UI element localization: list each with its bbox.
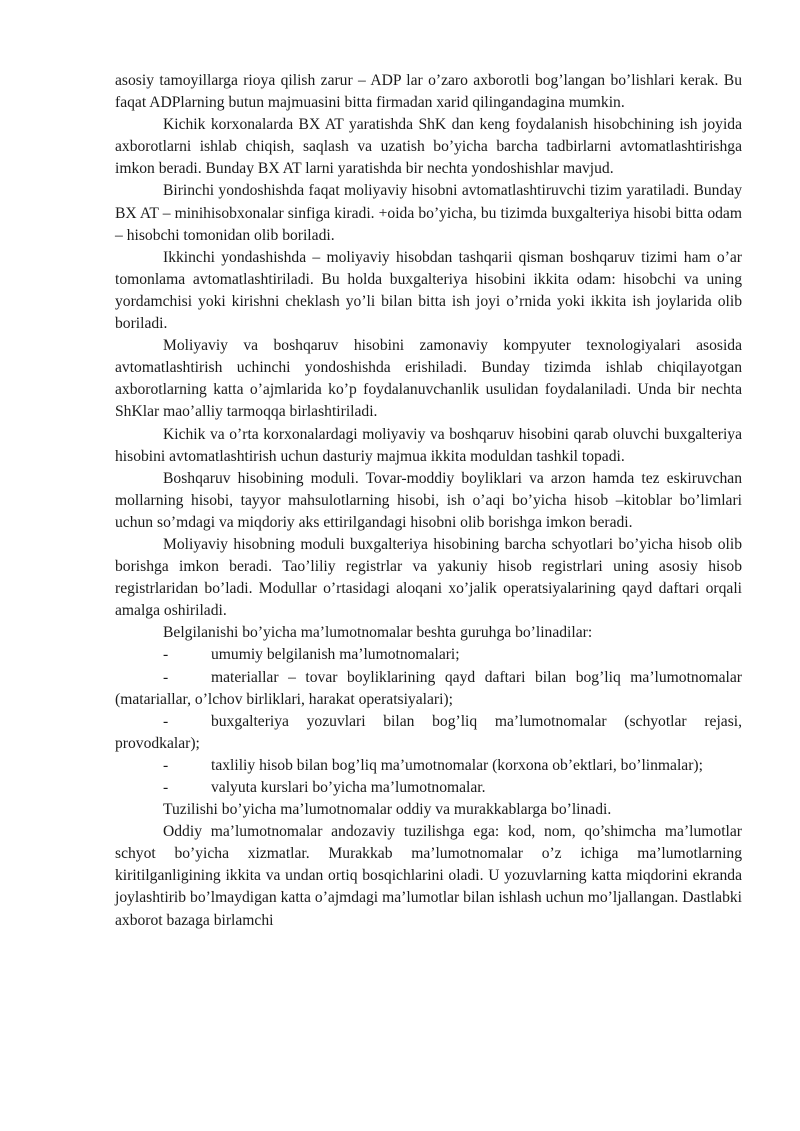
list-item — [115, 711, 742, 755]
paragraph-reference-groups: Belgilanishi bo’yicha ma’lumotnomalar beshta guruhga bo’linadilar: — [163, 624, 593, 642]
paragraph-structure: Tuzilishi bo’yicha ma’lumotnomalar oddiy va murakkablarga bo’linadi. — [163, 801, 612, 819]
list-item-text: valyuta kurslari bo’yicha ma’lumotnomalar. — [211, 779, 486, 796]
list-item-text: taxliliy hisob bilan bog’liq ma’umotnomalar (korxona ob’ektlari, bo’linmalar); — [211, 756, 703, 774]
paragraph-simple-references: Oddiy ma’lumotnomalar andozaviy tuzilishga ega: kod, nom, qo’shimcha ma’lumotlar schyot bo’yicha xizmatlar. Murakkab ma’lumotnomalar o’z ichiga ma’lumotlarning kiritilganligining ikkita va undan ortiq bosqichlarini oladi. U yozuvlarning katta miqdorini ekranda joylashtirib bo’lmaydigan katta o’ajmdagi ma’lumotlar bilan ishlash uchun mo’ljallangan. Dastlabki axborot bazaga birlamchi — [115, 823, 742, 929]
list-marker: - — [163, 779, 169, 796]
list-item-text: buxgalteriya yozuvlari bilan bog’liq ma’lumotnomalar (schyotlar rejasi, provodkalar); — [115, 712, 742, 752]
paragraph-first-approach: Birinchi yondoshishda faqat moliyaviy hisobni avtomatlashtiruvchi tizim yaratiladi. Bunday BX AT – minihisobxonalar sinfiga kiradi. +oida bo’yicha, bu tizimda buxgalteriya hisobi bitta odam – hisobchi tomonidan olib boriladi. — [115, 182, 742, 244]
paragraph-second-approach: Ikkinchi yondashishda – moliyaviy hisobdan tashqarii qisman boshqaruv tizimi ham o’ar tomonlama avtomatlashtiriladi. Bu holda buxgalteriya hisobini ikkita odam: hisobchi va uning yordamchisi yoki kirishni cheklash yo’li bilan bitta ish joyi o’rnida yoki ikkita ish joylarida olib boriladi. — [115, 248, 742, 333]
list-marker: - — [163, 712, 169, 730]
list-item — [115, 644, 742, 666]
list-marker: - — [163, 668, 169, 686]
paragraph-financial-module: Moliyaviy hisobning moduli buxgalteriya hisobining barcha schyotlari bo’yicha hisob olib borishga imkon beradi. Tao’liliy registrlar va yakuniy hisob registrlari uning asosiy hisob registrlaridan bo’ladi. Modullar o’rtasidagi aloqani xo’jalik operatsiyalarining qayd daftari orqali amalga oshiriladi. — [115, 535, 742, 620]
list-item — [115, 777, 742, 799]
paragraph-third-approach: Moliyaviy va boshqaruv hisobini zamonaviy kompyuter texnologiyalari asosida avtomatlashtirish uchinchi yondoshishda erishiladi. Bunday tizimda ishlab chiqilayotgan axborotlarning katta o’ajmlarida ko’p foydalanuvchanlik usulidan foydalaniladi. Unda bir nechta ShKlar mao’alliy tarmoqqa birlashtiriladi. — [115, 337, 742, 421]
paragraph-continuation: asosiy tamoyillarga rioya qilish zarur – ADP lar o’zaro axborotli bog’langan bo’lishlari kerak. Bu faqat ADPlarning butun majmuasini bitta firmadan xarid qilingandagina mumkin. — [115, 72, 742, 112]
list-item — [115, 755, 742, 777]
list-item-text: materiallar – tovar boyliklarining qayd daftari bilan bog’liq ma’lumotnomalar (matariallar, o’lchov birliklari, harakat operatsiyalari); — [115, 668, 742, 708]
list-marker: - — [163, 646, 169, 664]
list-item-text: umumiy belgilanish ma’lumotnomalari; — [211, 646, 460, 664]
paragraph-software-modules: Kichik va o’rta korxonalardagi moliyaviy va boshqaruv hisobini qarab oluvchi buxgalteriya hisobini avtomatlashtirish uchun dasturiy majmua ikkita moduldan tashkil topadi. — [115, 425, 742, 465]
list-item — [115, 667, 742, 711]
paragraph-management-module: Boshqaruv hisobining moduli. Tovar-moddiy boyliklari va arzon hamda tez eskiruvchan mollarning hisobi, tayyor mahsulotlarning hisobi, ish o’aqi bo’yicha hisob –kitoblar bo’limlari uchun so’mdagi va miqdoriy aks ettirilgandagi hisobni olib borishga imkon beradi. — [115, 469, 742, 531]
list-marker: - — [163, 756, 169, 774]
paragraph-small-enterprises: Kichik korxonalarda BX AT yaratishda ShK dan keng foydalanish hisobchining ish joyida axborotlarni ishlab chiqish, saqlash va uzatish bo’yicha barcha tadbirlarni avtomatlashtirishga imkon beradi. Bunday BX AT larni yaratishda bir nechta yondoshishlar mavjud. — [115, 116, 742, 178]
